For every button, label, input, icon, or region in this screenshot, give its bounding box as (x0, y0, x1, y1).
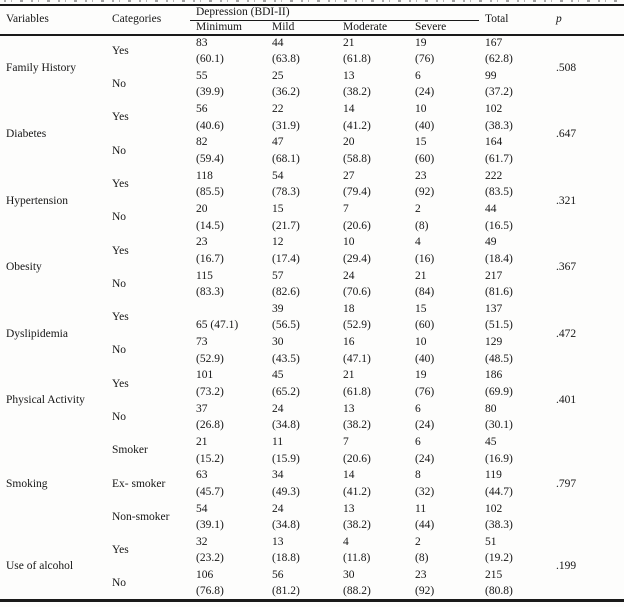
percent-cell: (45.7) (196, 485, 224, 498)
count-cell: 25 (272, 69, 284, 82)
count-cell: 51 (485, 535, 497, 548)
count-cell: 49 (485, 236, 497, 249)
percent-cell: (18.4) (485, 252, 513, 265)
p-value: .401 (556, 394, 577, 407)
percent-cell: (18.8) (272, 552, 300, 565)
count-cell: 22 (272, 103, 284, 116)
category-label: Ex- smoker (112, 477, 166, 490)
count-cell: 6 (415, 69, 421, 82)
count-cell: 4 (415, 236, 421, 249)
variable-label: Diabetes (6, 128, 47, 141)
percent-cell: (58.8) (343, 153, 371, 166)
count-cell: 12 (272, 236, 284, 249)
percent-cell: (34.8) (272, 419, 300, 432)
table-row (0, 35, 624, 52)
count-cell: 45 (485, 435, 497, 448)
count-cell: 7 (343, 435, 349, 448)
count-cell: 24 (272, 402, 284, 415)
count-cell: 16 (343, 336, 355, 349)
percent-cell: (19.2) (485, 552, 513, 565)
percent-cell: (26.8) (196, 419, 224, 432)
variable-label: Physical Activity (6, 394, 85, 407)
category-label: Smoker (112, 444, 148, 457)
percent-cell: (76) (415, 53, 435, 66)
percent-cell: (21.7) (272, 219, 300, 232)
count-cell: 63 (196, 469, 208, 482)
percent-cell: (61.8) (343, 53, 371, 66)
count-cell: 7 (343, 202, 349, 215)
percent-cell: (81.2) (272, 584, 300, 597)
count-cell: 54 (272, 169, 284, 182)
category-label: No (112, 78, 127, 91)
percent-cell: (40) (415, 352, 435, 365)
percent-cell: (44.7) (485, 485, 513, 498)
p-value: .647 (556, 128, 577, 141)
col-header-categories: Categories (106, 5, 190, 35)
count-cell: 34 (272, 469, 284, 482)
percent-cell: (17.4) (272, 252, 300, 265)
count-cell: 82 (196, 136, 208, 149)
count-cell: 20 (196, 202, 208, 215)
category-label: Yes (112, 111, 129, 124)
percent-cell: (92) (415, 584, 435, 597)
count-cell: 14 (343, 469, 355, 482)
count-cell: 80 (485, 402, 497, 415)
count-cell: 10 (415, 336, 427, 349)
count-cell: 10 (415, 103, 427, 116)
count-cell: 118 (196, 169, 213, 182)
category-label: No (112, 144, 127, 157)
p-value: .199 (556, 560, 577, 572)
percent-cell: (38.2) (343, 86, 371, 99)
percent-cell: (41.2) (343, 119, 371, 132)
percent-cell: (68.1) (272, 153, 300, 166)
count-cell: 56 (196, 103, 208, 116)
table-row (0, 235, 624, 252)
category-label: Yes (112, 45, 129, 58)
count-cell: 13 (343, 502, 355, 515)
count-cell: 217 (485, 269, 503, 282)
count-cell: 106 (196, 569, 214, 582)
percent-cell: (63.8) (272, 53, 300, 66)
category-label: Yes (112, 244, 129, 257)
percent-cell: (24) (415, 86, 435, 99)
count-cell: 15 (415, 136, 427, 149)
percent-cell: (39.9) (196, 86, 224, 99)
percent-cell: (76) (415, 386, 435, 399)
count-cell: 56 (272, 569, 284, 582)
category-label: No (112, 277, 127, 290)
percent-cell: (37.2) (485, 86, 513, 99)
p-value: .321 (556, 194, 577, 207)
count-cell: 73 (196, 336, 208, 349)
percent-cell: (52.9) (196, 352, 224, 365)
table-row (0, 301, 624, 318)
variable-label: Dyslipidemia (6, 327, 68, 340)
p-value: .472 (556, 327, 577, 340)
depression-crosstab-table (0, 4, 624, 602)
percent-cell: (20.6) (343, 219, 371, 232)
count-cell: 13 (343, 402, 355, 415)
table-row (0, 168, 624, 185)
percent-cell: (60) (415, 319, 435, 332)
count-cell: 13 (343, 69, 355, 82)
count-cell: 119 (485, 469, 502, 482)
count-cell: 8 (415, 469, 421, 482)
percent-cell: (38.2) (343, 519, 371, 532)
table-body (0, 35, 624, 601)
percent-cell: (56.5) (272, 319, 300, 332)
table-row (0, 434, 624, 451)
percent-cell: (15.9) (272, 452, 300, 465)
category-label: Non-smoker (112, 510, 170, 523)
count-cell: 102 (485, 502, 503, 515)
percent-cell: (83.3) (196, 286, 224, 299)
category-label: Yes (112, 544, 129, 557)
percent-cell: (34.8) (272, 519, 300, 532)
count-cell: 11 (272, 435, 284, 448)
count-cell: 21 (343, 369, 355, 382)
percent-cell: (52.9) (343, 319, 371, 332)
count-cell: 102 (485, 103, 503, 116)
count-cell: 11 (415, 502, 427, 515)
count-cell: 55 (196, 69, 208, 82)
count-cell: 27 (343, 169, 355, 182)
col-header-depression-group: Depression (BDI-II) (190, 5, 479, 20)
count-cell: 45 (272, 369, 284, 382)
table-row (0, 102, 624, 119)
percent-cell: (83.5) (485, 186, 513, 199)
count-cell: 115 (196, 269, 213, 282)
count-cell: 19 (415, 369, 427, 382)
category-label: No (112, 410, 127, 423)
count-cell: 15 (272, 202, 284, 215)
category-label: Yes (112, 377, 129, 390)
count-cell: 13 (272, 535, 284, 548)
percent-cell: (88.2) (343, 584, 371, 597)
percent-cell: (60) (415, 153, 435, 166)
percent-cell: (69.9) (485, 386, 513, 399)
count-cell: 23 (415, 569, 427, 582)
count-cell: 10 (343, 236, 355, 249)
category-label: No (112, 211, 127, 224)
table-row (0, 368, 624, 385)
count-cell: 2 (415, 535, 421, 548)
count-cell: 57 (272, 269, 284, 282)
percent-cell: (38.3) (485, 519, 513, 532)
percent-cell: (48.5) (485, 352, 513, 365)
count-cell: 24 (343, 269, 355, 282)
category-label: Yes (112, 178, 129, 191)
count-cell: 167 (485, 37, 503, 50)
col-header-severe: Severe (409, 20, 479, 35)
count-cell: 54 (196, 502, 208, 515)
p-value: .797 (556, 477, 577, 490)
count-cell: 14 (343, 103, 355, 116)
p-value: .367 (556, 261, 577, 274)
count-cell: 39 (272, 302, 284, 315)
percent-cell: 65 (47.1) (196, 319, 239, 332)
count-cell: 18 (343, 302, 355, 315)
percent-cell: (65.2) (272, 386, 300, 399)
percent-cell: (40.6) (196, 119, 224, 132)
percent-cell: (40) (415, 119, 435, 132)
percent-cell: (11.8) (343, 552, 371, 565)
count-cell: 4 (343, 535, 349, 548)
percent-cell: (70.6) (343, 286, 371, 299)
count-cell: 44 (485, 202, 497, 215)
table-row (0, 534, 624, 551)
count-cell: 44 (272, 37, 284, 50)
col-header-minimum: Minimum (190, 20, 266, 35)
percent-cell: (16.7) (196, 252, 224, 265)
col-header-p: p (550, 5, 624, 35)
percent-cell: (92) (415, 186, 435, 199)
percent-cell: (14.5) (196, 219, 224, 232)
count-cell: 2 (415, 202, 421, 215)
variable-label: Use of alcohol (6, 560, 74, 572)
percent-cell: (82.6) (272, 286, 300, 299)
percent-cell: (20.6) (343, 452, 371, 465)
percent-cell: (61.7) (485, 153, 513, 166)
percent-cell: (36.2) (272, 86, 300, 99)
count-cell: 21 (415, 269, 427, 282)
percent-cell: (23.2) (196, 552, 224, 565)
count-cell: 21 (196, 435, 208, 448)
count-cell: 19 (415, 37, 427, 50)
percent-cell: (49.3) (272, 485, 300, 498)
count-cell: 15 (415, 302, 427, 315)
table-header (0, 5, 624, 35)
count-cell: 215 (485, 569, 503, 582)
p-value: .508 (556, 62, 577, 75)
percent-cell: (60.1) (196, 53, 224, 66)
percent-cell: (32) (415, 485, 435, 498)
count-cell: 6 (415, 435, 421, 448)
percent-cell: (81.6) (485, 286, 513, 299)
percent-cell: (73.2) (196, 386, 224, 399)
count-cell: 23 (415, 169, 427, 182)
count-cell: 20 (343, 136, 355, 149)
percent-cell: (39.1) (196, 519, 224, 532)
count-cell: 30 (272, 336, 284, 349)
percent-cell: (43.5) (272, 352, 300, 365)
count-cell (190, 301, 266, 318)
col-header-variables: Variables (0, 5, 106, 35)
percent-cell: (31.9) (272, 119, 300, 132)
percent-cell: (85.5) (196, 186, 224, 199)
category-label: Yes (112, 311, 129, 324)
percent-cell: (29.4) (343, 252, 371, 265)
percent-cell: (8) (415, 552, 429, 565)
percent-cell: (16.5) (485, 219, 513, 232)
variable-label: Hypertension (6, 194, 68, 207)
percent-cell: (16) (415, 252, 435, 265)
percent-cell: (61.8) (343, 386, 371, 399)
col-header-mild: Mild (266, 20, 337, 35)
percent-cell: (62.8) (485, 53, 513, 66)
percent-cell: (76.8) (196, 584, 224, 597)
count-cell: 32 (196, 535, 208, 548)
percent-cell: (47.1) (343, 352, 371, 365)
variable-label: Smoking (6, 477, 48, 490)
percent-cell: (80.8) (485, 584, 513, 597)
percent-cell: (44) (415, 519, 435, 532)
category-label: No (112, 344, 127, 357)
count-cell: 99 (485, 69, 497, 82)
variable-label: Family History (6, 62, 76, 75)
category-label: No (112, 576, 127, 589)
count-cell: 101 (196, 369, 214, 382)
col-header-moderate: Moderate (337, 20, 409, 35)
percent-cell: (41.2) (343, 485, 371, 498)
count-cell: 30 (343, 569, 355, 582)
count-cell: 164 (485, 136, 503, 149)
count-cell: 129 (485, 336, 503, 349)
percent-cell: (16.9) (485, 452, 513, 465)
count-cell: 24 (272, 502, 284, 515)
percent-cell: (59.4) (196, 153, 224, 166)
percent-cell: (51.5) (485, 319, 513, 332)
count-cell: 21 (343, 37, 355, 50)
percent-cell: (30.1) (485, 419, 513, 432)
count-cell: 137 (485, 302, 503, 315)
percent-cell: (78.3) (272, 186, 300, 199)
variable-label: Obesity (6, 261, 42, 274)
percent-cell: (38.2) (343, 419, 371, 432)
percent-cell: (84) (415, 286, 435, 299)
percent-cell: (38.3) (485, 119, 513, 132)
count-cell: 83 (196, 37, 208, 50)
count-cell: 47 (272, 136, 284, 149)
count-cell: 222 (485, 169, 503, 182)
count-cell: 37 (196, 402, 208, 415)
percent-cell: (15.2) (196, 452, 224, 465)
col-header-total: Total (479, 5, 550, 35)
percent-cell: (24) (415, 419, 435, 432)
cropped-caption-fragment (4, 0, 620, 2)
percent-cell: (24) (415, 452, 435, 465)
count-cell: 186 (485, 369, 503, 382)
count-cell: 6 (415, 402, 421, 415)
percent-cell: (79.4) (343, 186, 371, 199)
percent-cell: (8) (415, 219, 429, 232)
count-cell: 23 (196, 236, 208, 249)
